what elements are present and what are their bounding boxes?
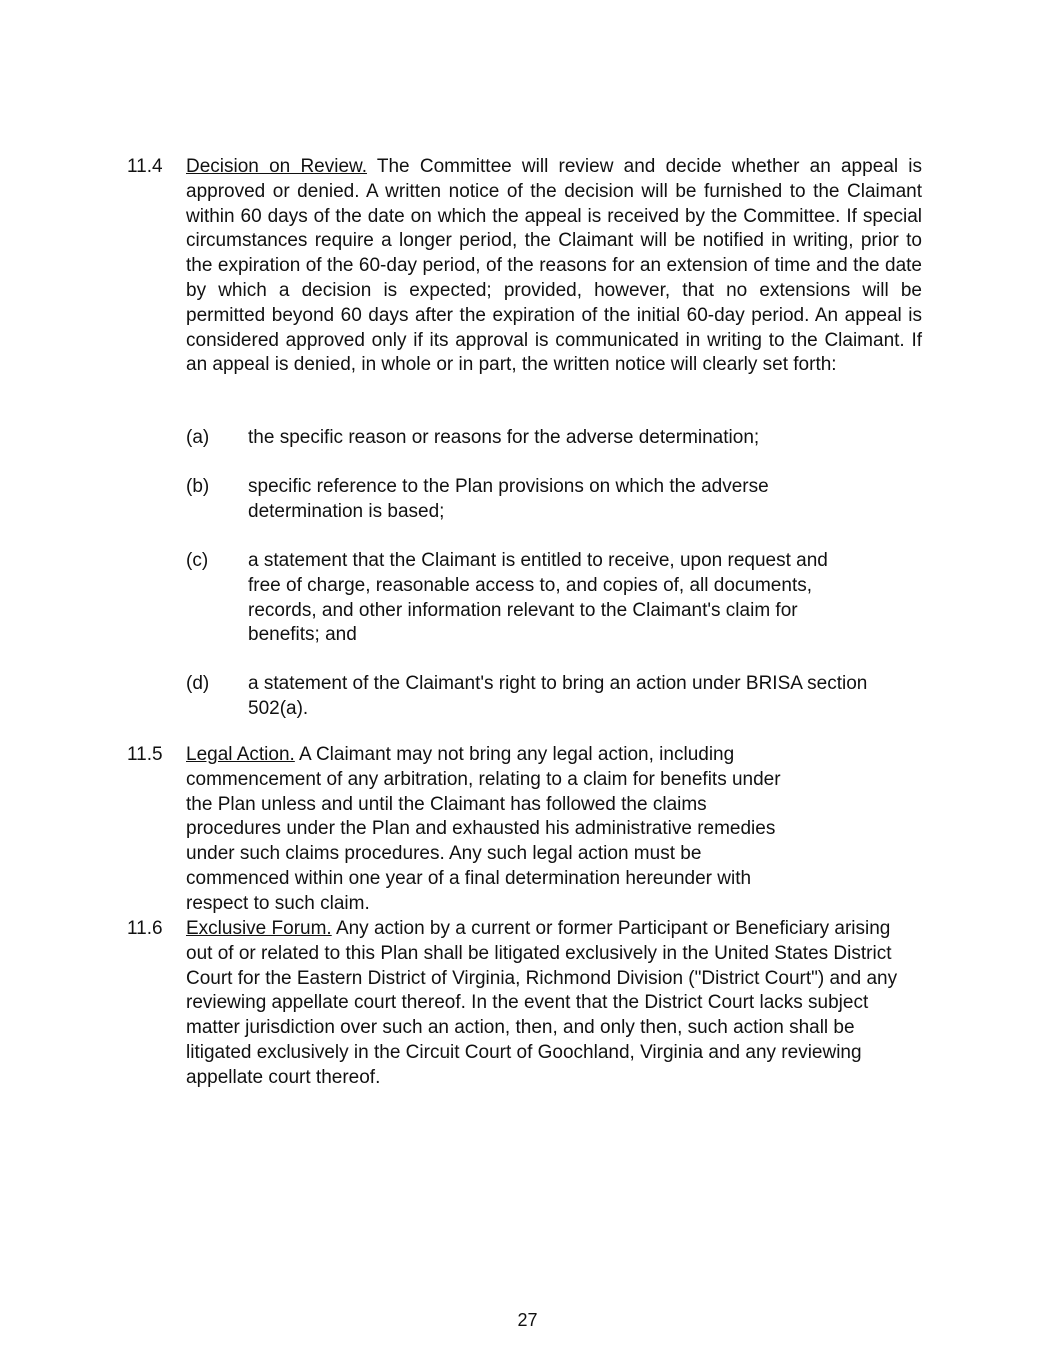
section-text: A Claimant may not bring any legal action, including commencement of any arbitration, relating to a claim for benefits under the Plan unless and until the Claimant has followed the claims procedures under the Plan and exhausted his administrative remedies under such claims procedures. Any such legal action must be commenced within one year of a final determination hereunder with respect to such claim. [186,744,781,914]
list-item-c [186,549,848,648]
section-11-5 [127,743,922,917]
list-item-text: the specific reason or reasons for the adverse determination; [248,427,760,448]
section-text: The Committee will review and decide whether an appeal is approved or denied. A written notice of the decision will be furnished to the Claimant within 60 days of the date on which the appeal is received by the Committee. If special circumstances require a longer period, the Claimant will be notified in writing, prior to the expiration of the 60-day period, of the reasons for an extension of time and the date by which a decision is expected; provided, however, that no extensions will be permitted beyond 60 days after the expiration of the initial 60-day period. An appeal is considered approved only if its approval is communicated in writing to the Claimant. If an appeal is denied, in whole or in part, the written notice will clearly set forth: [186,156,922,376]
list-item-text: a statement of the Claimant's right to bring an action under BRISA section 502(a). [248,673,868,719]
list-item-label: (a) [186,427,210,448]
page-number: 27 [517,1310,538,1330]
list-item-label: (d) [186,673,210,694]
list-item-a [186,426,848,451]
section-heading: Decision on Review. [186,156,367,177]
section-number: 11.4 [127,156,163,177]
section-number: 11.6 [127,918,163,939]
list-item-d [186,672,898,722]
section-heading: Legal Action. [186,744,295,765]
section-number: 11.5 [127,744,163,765]
list-item-text: specific reference to the Plan provisions on which the adverse determination is based; [248,476,769,522]
section-11-4 [127,155,922,378]
section-body [186,743,786,917]
list-item-label: (c) [186,550,209,571]
list-item-b [186,475,848,525]
section-text: Any action by a current or former Participant or Beneficiary arising out of or related to this Plan shall be litigated exclusively in the United States District Court for the Eastern District of Virginia, Richmond Division ("District Court") and any reviewing appellate court thereof. In the event that the District Court lacks subject matter jurisdiction over such an action, then, and only then, such action shall be litigated exclusively in the Circuit Court of Goochland, Virginia and any reviewing appellate court thereof. [186,918,898,1088]
section-body [186,155,922,378]
section-11-6 [127,917,922,1091]
list-item-label: (b) [186,476,210,497]
list-item-text: a statement that the Claimant is entitled to receive, upon request and free of charge, reasonable access to, and copies of, all documents, records, and other information relevant to the Claimant's claim for benefits; and [248,550,828,646]
section-heading: Exclusive Forum. [186,918,332,939]
section-body [186,917,901,1091]
